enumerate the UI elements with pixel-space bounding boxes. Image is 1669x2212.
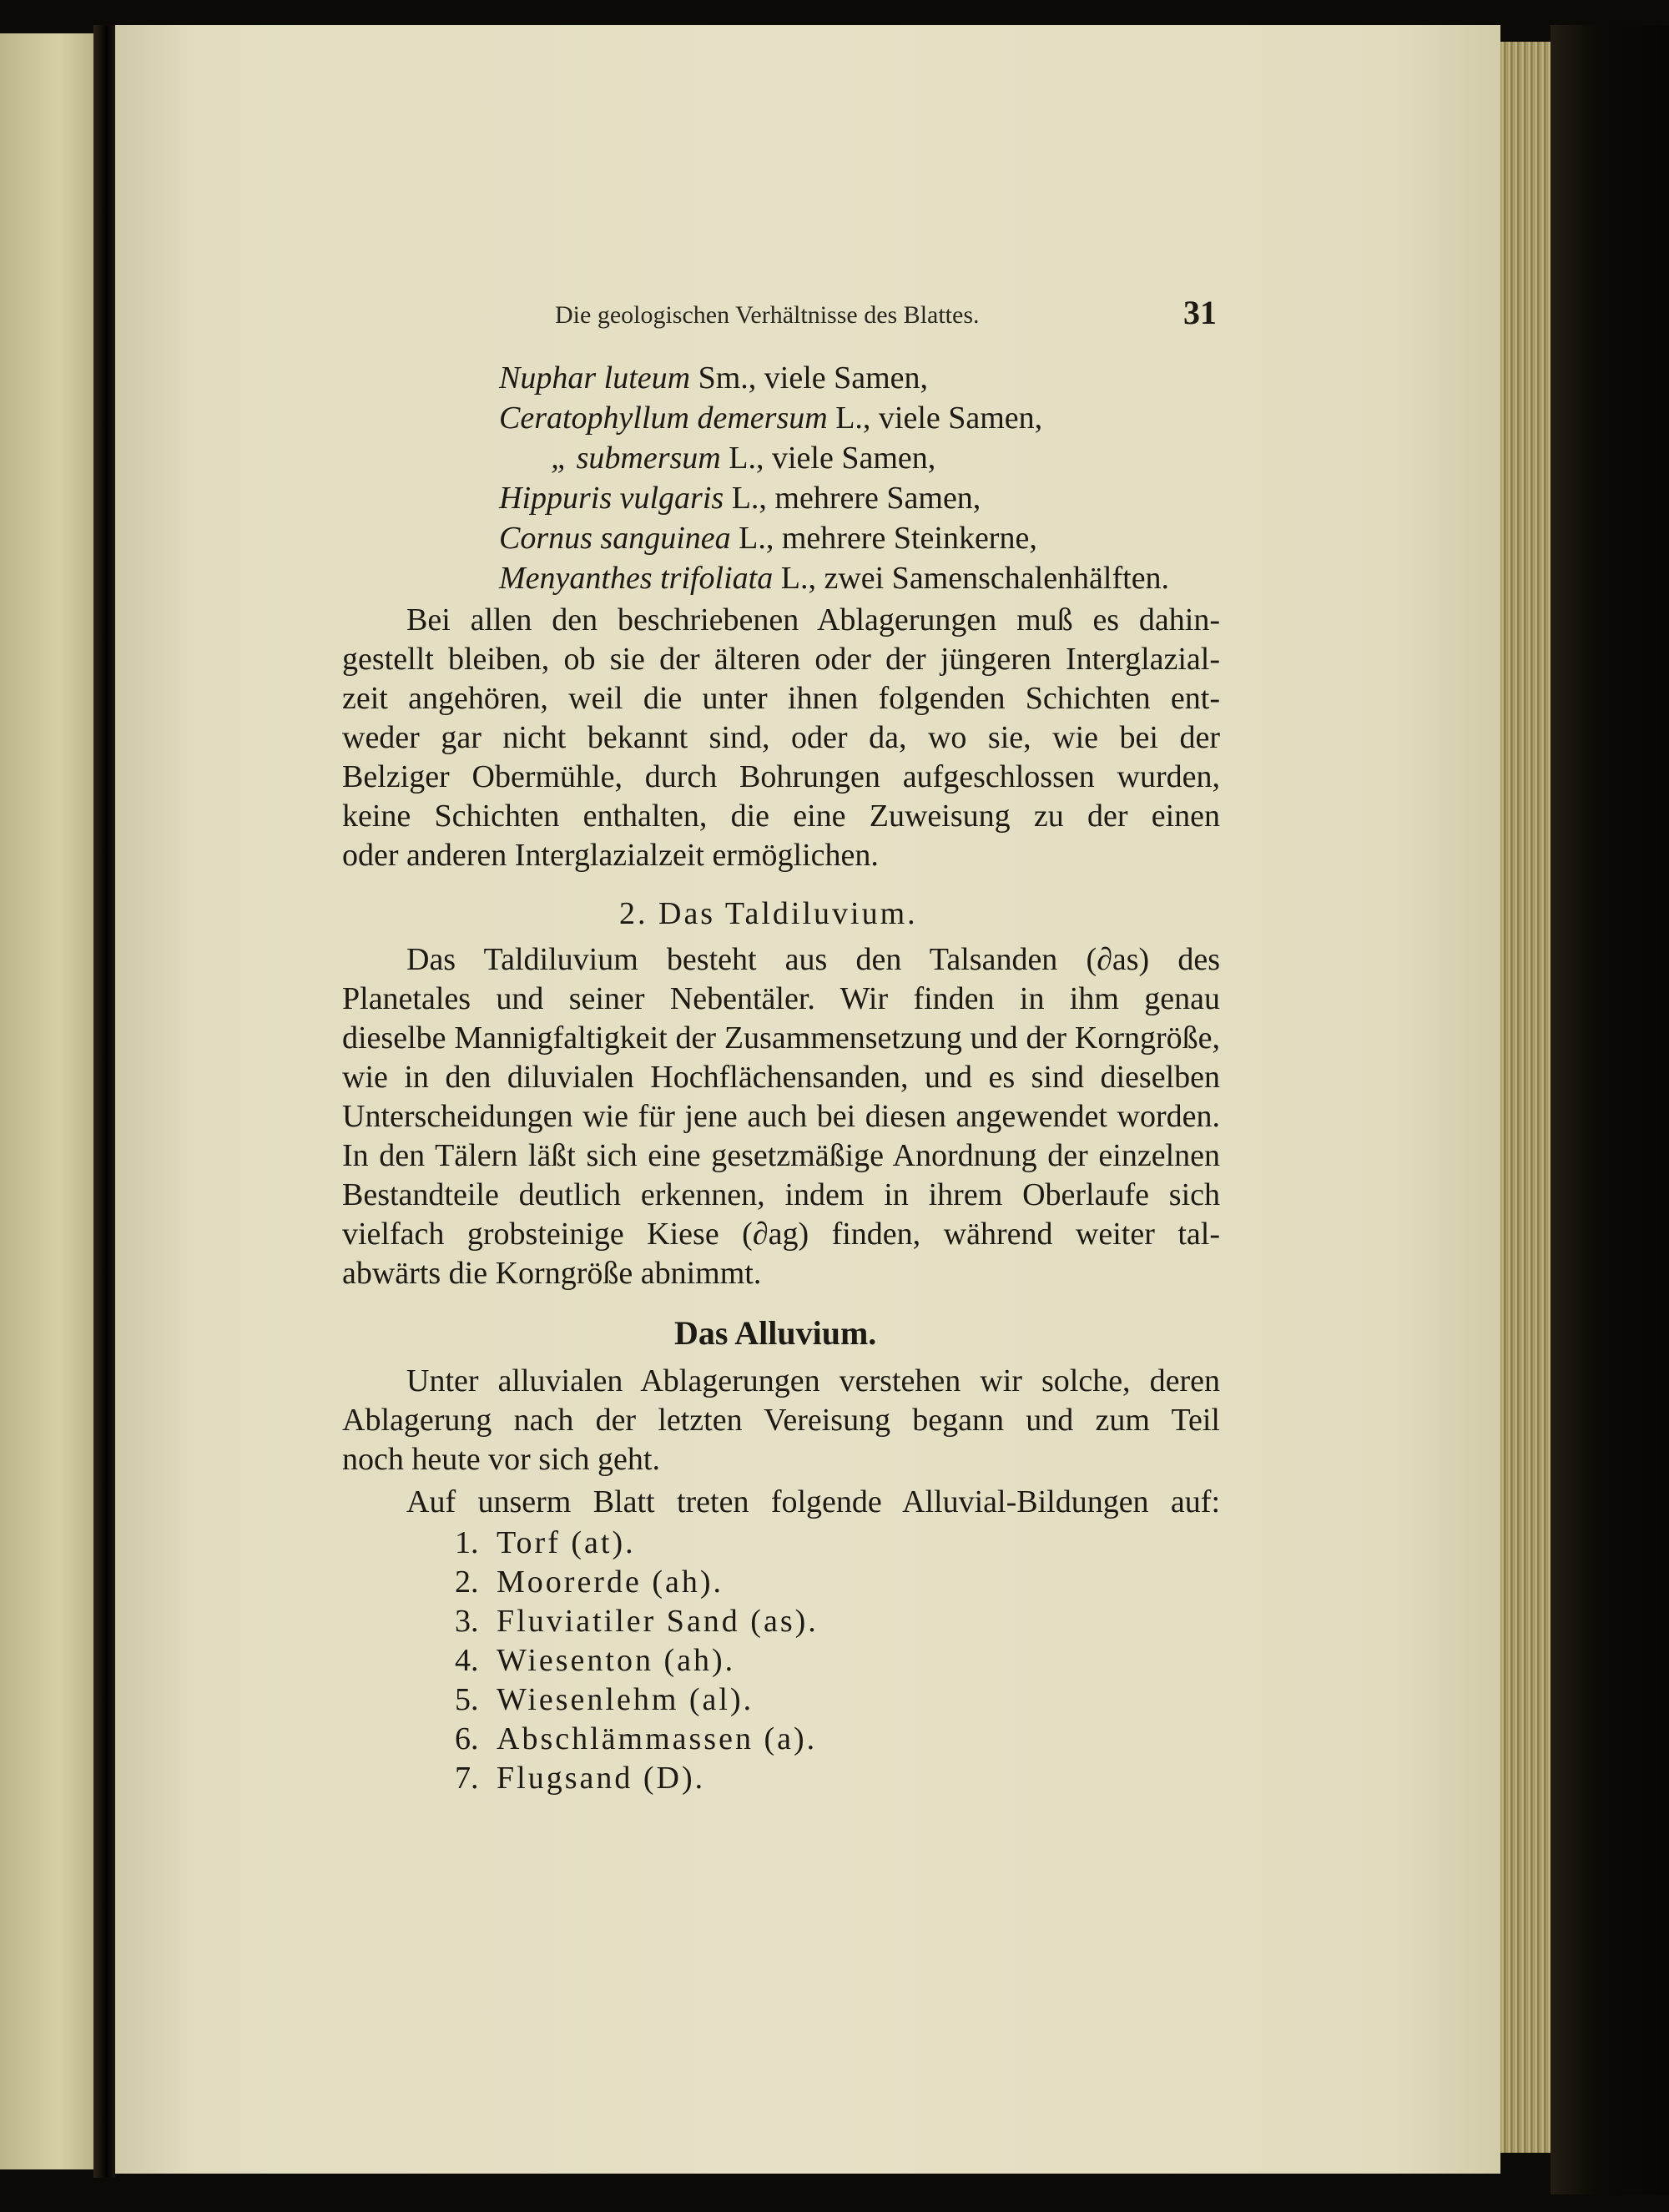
- list-item: 1. Torf (at).: [455, 1525, 636, 1560]
- text-line: Auf unserm Blatt treten folgende Alluvial-Bildungen auf:: [406, 1484, 1220, 1519]
- running-title: Die geologischen Verhältnisse des Blattes.: [555, 301, 980, 329]
- species-line: Hippuris vulgaris L., mehrere Samen,: [499, 481, 981, 516]
- book-cover-edge: [1551, 25, 1669, 2194]
- text-line: vielfach grobsteinige Kiese (∂ag) finden, während weiter tal-: [342, 1217, 1220, 1252]
- text-line: Ablagerung nach der letzten Vereisung begann und zum Teil: [342, 1403, 1220, 1438]
- text-line: zeit angehören, weil die unter ihnen folgenden Schichten ent-: [342, 681, 1220, 716]
- text-line: oder anderen Interglazialzeit ermöglichen.: [342, 838, 879, 873]
- list-item: 6. Abschlämmassen (a).: [455, 1721, 818, 1756]
- text-line: Unter alluvialen Ablagerungen verstehen wir solche, deren: [406, 1363, 1220, 1398]
- text-line: Bestandteile deutlich erkennen, indem in ihrem Oberlaufe sich: [342, 1177, 1220, 1212]
- page-number: 31: [1183, 294, 1217, 331]
- book-gutter: [93, 25, 115, 2178]
- species-line: Cornus sanguinea L., mehrere Steinkerne,: [499, 521, 1037, 556]
- page-stack-edges: [1500, 42, 1551, 2153]
- left-page-edge: [0, 33, 98, 2169]
- section-heading-taldiluvium: 2. Das Taldiluvium.: [619, 896, 918, 931]
- text-line: Planetales und seiner Nebentäler. Wir finden in ihm genau: [342, 981, 1220, 1016]
- text-line: abwärts die Korngröße abnimmt.: [342, 1256, 762, 1291]
- list-item: 3. Fluviatiler Sand (as).: [455, 1604, 819, 1639]
- text-line: keine Schichten enthalten, die eine Zuweisung zu der einen: [342, 799, 1220, 834]
- text-line: wie in den diluvialen Hochflächensanden, und es sind dieselben: [342, 1060, 1220, 1095]
- text-line: Unterscheidungen wie für jene auch bei diesen angewendet worden.: [342, 1099, 1220, 1134]
- text-line: Bei allen den beschriebenen Ablagerungen muß es dahin-: [406, 602, 1220, 637]
- species-line: Nuphar luteum Sm., viele Samen,: [499, 360, 929, 396]
- text-line: noch heute vor sich geht.: [342, 1442, 660, 1477]
- text-line: gestellt bleiben, ob sie der älteren oder der jüngeren Interglazial-: [342, 642, 1220, 677]
- species-line: Ceratophyllum demersum L., viele Samen,: [499, 401, 1043, 436]
- section-heading-alluvium: Das Alluvium.: [674, 1314, 877, 1352]
- list-item: 4. Wiesenton (ah).: [455, 1643, 736, 1678]
- list-item: 5. Wiesenlehm (al).: [455, 1682, 754, 1717]
- species-line: „ submersum L., viele Samen,: [551, 441, 936, 476]
- list-item: 2. Moorerde (ah).: [455, 1565, 724, 1600]
- text-line: weder gar nicht bekannt sind, oder da, wo sie, wie bei der: [342, 720, 1220, 755]
- text-line: In den Tälern läßt sich eine gesetzmäßige Anordnung der einzelnen: [342, 1138, 1220, 1173]
- text-line: Das Taldiluvium besteht aus den Talsanden (∂as) des: [406, 942, 1220, 977]
- list-item: 7. Flugsand (D).: [455, 1761, 706, 1796]
- text-line: Belziger Obermühle, durch Bohrungen aufgeschlossen wurden,: [342, 759, 1220, 794]
- species-line: Menyanthes trifoliata L., zwei Samenschalenhälften.: [499, 561, 1170, 596]
- text-line: dieselbe Mannigfaltigkeit der Zusammensetzung und der Korngröße,: [342, 1020, 1220, 1056]
